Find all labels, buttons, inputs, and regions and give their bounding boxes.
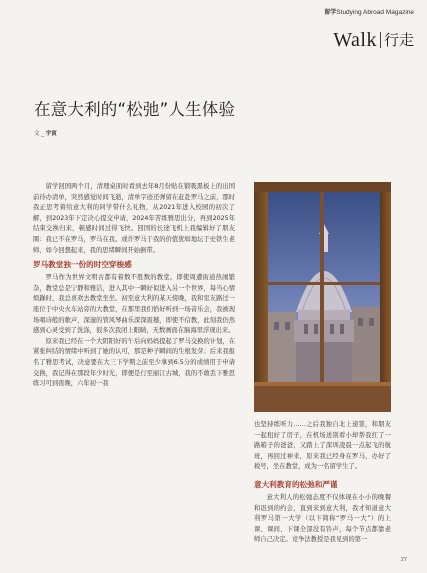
section-label — [333, 29, 414, 51]
section-cn: 行走 — [383, 31, 414, 49]
byline-prefix: 文 _ — [34, 131, 46, 137]
magazine-name: Studying Abroad Magazine — [336, 9, 414, 16]
right-column — [254, 420, 391, 546]
page-number: 27 — [400, 557, 407, 563]
paragraph: 也坚持练听力……之后我独自北上递签，和朋友一起租好了房子，在机场送别看小却帮我扛了一路箱子的爸爸，又踏上了深圳凌晨一点起飞的航班，再回过神来，原来我已经身在罗马，办好了税号，坐在教堂，成为一名留学生了。 — [254, 421, 391, 471]
paragraph: 罗马作为世界文明古都有着数不胜数的教堂。即使周遭街道热闹繁杂，教堂总是宁静和雅洁，进入其中一瞬好似进入另一个世界，每当心情烦躁时，我总喜欢去教堂坐坐。初至意大利的某天傍晚，我和室友路过一座位于中央火车站旁的大教堂，在那里我们恰好听到一场音乐会，我被现场唱诗般的歌声、深邃的管风琴曲乐深深震撼，即使不信教，此刻我仍然感到心灵受到了洗涤，很多次我闭上眼睛，无数画面在脑海里浮现出来。 — [33, 274, 235, 335]
byline — [34, 129, 57, 137]
paragraph: 原来我已经在一个大阴阳好的午后向妈妈提起了罗马交换的计划，在紧张纠结的情绪中听到了她的认可，那是种子瞬间的生根发芽；后来我报名了雅思考试，决意要在大三下学期之前至少拿到6.5分的成绩用于申请交换，我记得在那段年少时光，即便是行至丽江古城，我的不敢丢下雅思练习可到夜晚，六年初一我 — [33, 337, 235, 388]
window-photo — [254, 182, 391, 412]
subhead-churches: 罗马教堂独一份的时空穿梭感 — [33, 260, 132, 270]
left-column — [33, 182, 235, 390]
author-name: 宇寅 — [45, 131, 57, 137]
subhead-education: 意大利教育的松弛和严谨 — [254, 479, 338, 489]
paragraph: 意大利人的松弛态度不仅体现在小小的晚餐和迟到的约会，直到来到意大利，我才知道意大利罗马第一大学（以下简称“罗马一大”）的上课、课间、下课全部没有铃声，每个节点都靠老师自己决定。竞争法教授是我见到的第一 — [254, 493, 391, 544]
section-en: Walk — [333, 29, 377, 51]
dome-through-window-image — [254, 182, 391, 412]
section-divider — [380, 32, 381, 48]
magazine-header — [324, 7, 414, 16]
article-title: 在意大利的“松弛”人生体验 — [34, 100, 236, 119]
magazine-logo: 留学 — [324, 10, 337, 16]
paragraph: 留学回国两个月，清理桌面时看到去年8月份贴在锻吸黑板上的出国前待办清单，突然感觉时间飞逝，清单字迹还弹留在赶赴罗马之前，那时我正思考着给意大利的同学带什么礼物，从2021年进入校园的初次了解，到2023年下定决心提交申请，2024年苦练雅思出分，再到2025年结束交换归来，顿感时间过得飞快。回国的长途飞机上我编辑好了朋友圈：我已不在罗马，罗马在我。或许罗马于我的价值犹如地坛于史铁生老师，如今回想起来，我的思绪瞬间开始倒带。 — [33, 183, 235, 254]
